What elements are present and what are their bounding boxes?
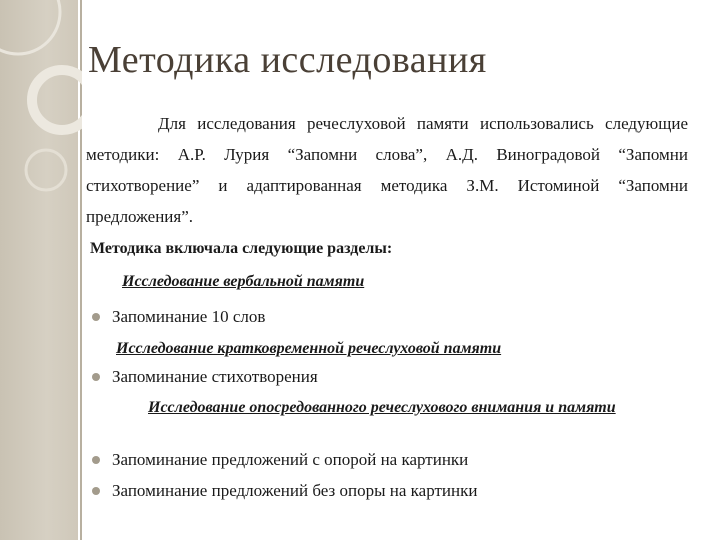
sections-heading: Методика включала следующие разделы: [90,240,393,257]
list-item [92,481,477,501]
list-item-text: Запоминание предложений с опорой на картинки [112,450,469,469]
section-title-verbal: Исследование вербальной памяти [122,273,365,290]
list-item [92,367,318,387]
list-item-text: Запоминание 10 слов [112,307,266,326]
bullet-icon [92,313,100,321]
bullet-icon [92,487,100,495]
section-title-short-term: Исследование кратковременной речеслуховой памяти [116,340,502,357]
ring-thick-icon [32,70,82,130]
list-item [92,450,468,470]
list-item-text: Запоминание предложений без опоры на картинки [112,481,478,500]
bullet-icon [92,456,100,464]
bullet-icon [92,373,100,381]
section-title-mediated [112,396,690,420]
ring-small-icon [26,150,66,190]
intro-text: Для исследования речеслуховой памяти использовались следующие методики: А.Р. Лурия “Запомни слова”, А.Д. Виноградовой “Запомни стихотворение” и адаптированная методика З.М. Истоминой “Запомни предложения”. [86,114,688,226]
ring-decoration-icon [0,0,82,220]
section-title-mediated-text: Исследование опосредованного речеслухового внимания и памяти [148,399,616,416]
list-item-text: Запоминание стихотворения [112,367,318,386]
list-item [92,307,265,327]
intro-paragraph [86,108,688,232]
ring-large-icon [0,0,60,54]
slide-title: Методика исследования [88,39,487,81]
